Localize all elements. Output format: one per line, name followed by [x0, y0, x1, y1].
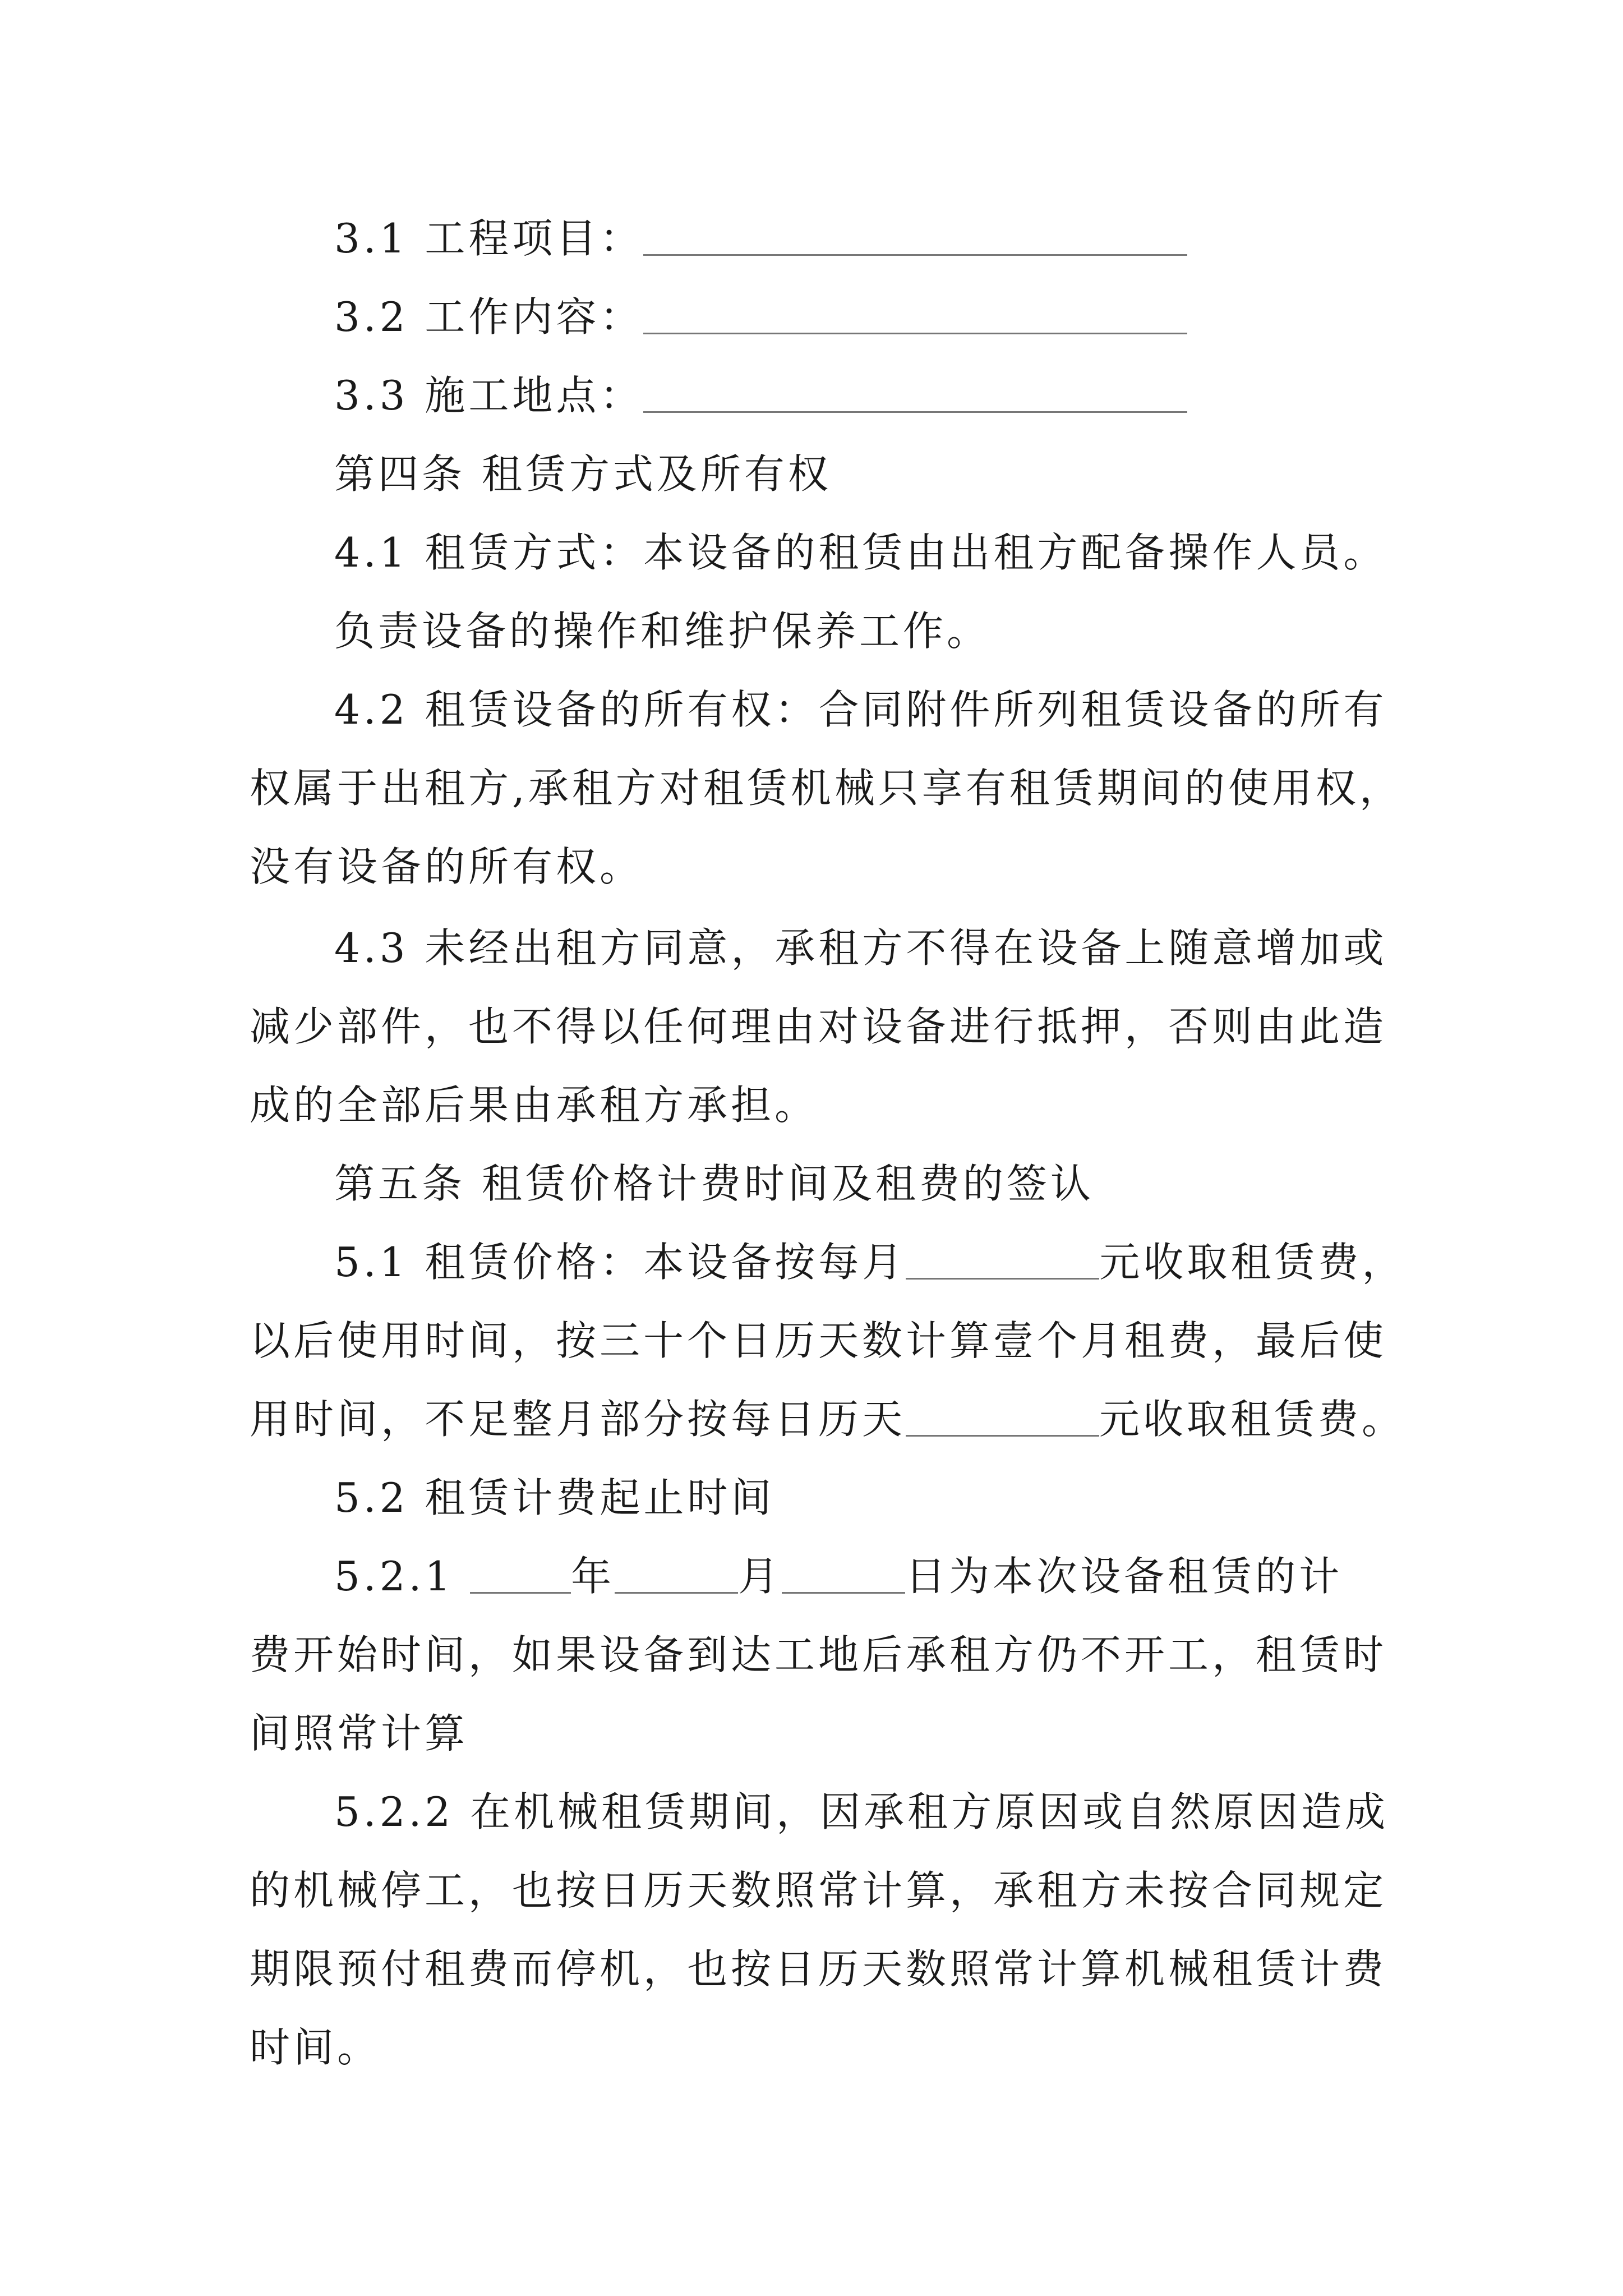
monthly-price-blank[interactable] — [906, 1239, 1099, 1280]
clause-4-1-line1: 4.1 租赁方式：本设备的租赁由出租方配备操作人员。 — [334, 529, 1387, 576]
clause-5-1-line3 — [250, 1391, 1405, 1447]
month-blank[interactable] — [615, 1553, 738, 1594]
clause-5-2-heading: 5.2 租赁计费起止时间 — [334, 1474, 775, 1521]
clause-4-2-line2: 权属于出租方,承租方对租赁机械只享有租赁期间的使用权， — [250, 765, 1403, 812]
clause-5-2-2-line1: 5.2.2 在机械租赁期间，因承租方原因或自然原因造成 — [334, 1788, 1389, 1835]
day-label-text: 日为本次设备租赁的计 — [905, 1553, 1343, 1600]
clause-4-3-line2: 减少部件，也不得以任何理由对设备进行抵押，否则由此造 — [250, 1003, 1387, 1050]
clause-5-1-text-b: 元收取租赁费， — [1099, 1239, 1406, 1286]
day-blank[interactable] — [782, 1553, 905, 1594]
clause-3-2-text: 3.2 工作内容： — [334, 293, 644, 341]
article-5-heading: 第五条 租赁价格计费时间及租费的签认 — [334, 1160, 1094, 1207]
clause-3-1-text: 3.1 工程项目： — [334, 215, 644, 262]
clause-5-2-2-line2: 的机械停工，也按日历天数照常计算，承租方未按合同规定 — [250, 1867, 1387, 1914]
year-blank[interactable] — [470, 1553, 571, 1594]
clause-5-2-1-line3: 间照常计算 — [250, 1710, 469, 1757]
year-label: 年 — [571, 1553, 615, 1600]
site-blank[interactable] — [643, 372, 1187, 413]
project-blank[interactable] — [643, 215, 1187, 256]
clause-3-2 — [334, 289, 1187, 345]
clause-4-3-line3: 成的全部后果由承租方承担。 — [250, 1082, 819, 1129]
clause-4-2-line1: 4.2 租赁设备的所有权：合同附件所列租赁设备的所有 — [334, 686, 1387, 733]
clause-5-1-line2: 以后使用时间，按三十个日历天数计算壹个月租费，最后使 — [250, 1317, 1387, 1364]
work-content-blank[interactable] — [643, 293, 1187, 334]
clause-5-2-1-number: 5.2.1 — [334, 1553, 454, 1600]
clause-3-3-text: 3.3 施工地点： — [334, 372, 644, 419]
clause-4-1-line2: 负责设备的操作和维护保养工作。 — [334, 608, 991, 655]
daily-price-blank[interactable] — [906, 1396, 1099, 1437]
clause-4-3-line1: 4.3 未经出租方同意，承租方不得在设备上随意增加或 — [334, 924, 1387, 972]
article-4-heading: 第四条 租赁方式及所有权 — [334, 450, 832, 498]
clause-5-2-2-line4: 时间。 — [250, 2024, 381, 2071]
clause-5-1-text-c: 用时间，不足整月部分按每日历天 — [250, 1396, 906, 1443]
clause-5-2-1-line1 — [334, 1548, 1343, 1604]
clause-3-1 — [334, 210, 1187, 266]
clause-5-2-1-line2: 费开始时间，如果设备到达工地后承租方仍不开工，租赁时 — [250, 1631, 1387, 1678]
clause-5-1-text-d: 元收取租赁费。 — [1099, 1396, 1406, 1443]
clause-5-2-2-line3: 期限预付租费而停机，也按日历天数照常计算机械租赁计费 — [250, 1945, 1387, 1993]
clause-5-1-line1 — [334, 1234, 1405, 1290]
clause-5-1-text-a: 5.1 租赁价格：本设备按每月 — [334, 1239, 906, 1286]
month-label: 月 — [738, 1553, 782, 1600]
clause-4-2-line3: 没有设备的所有权。 — [250, 843, 644, 890]
clause-3-3 — [334, 367, 1187, 424]
